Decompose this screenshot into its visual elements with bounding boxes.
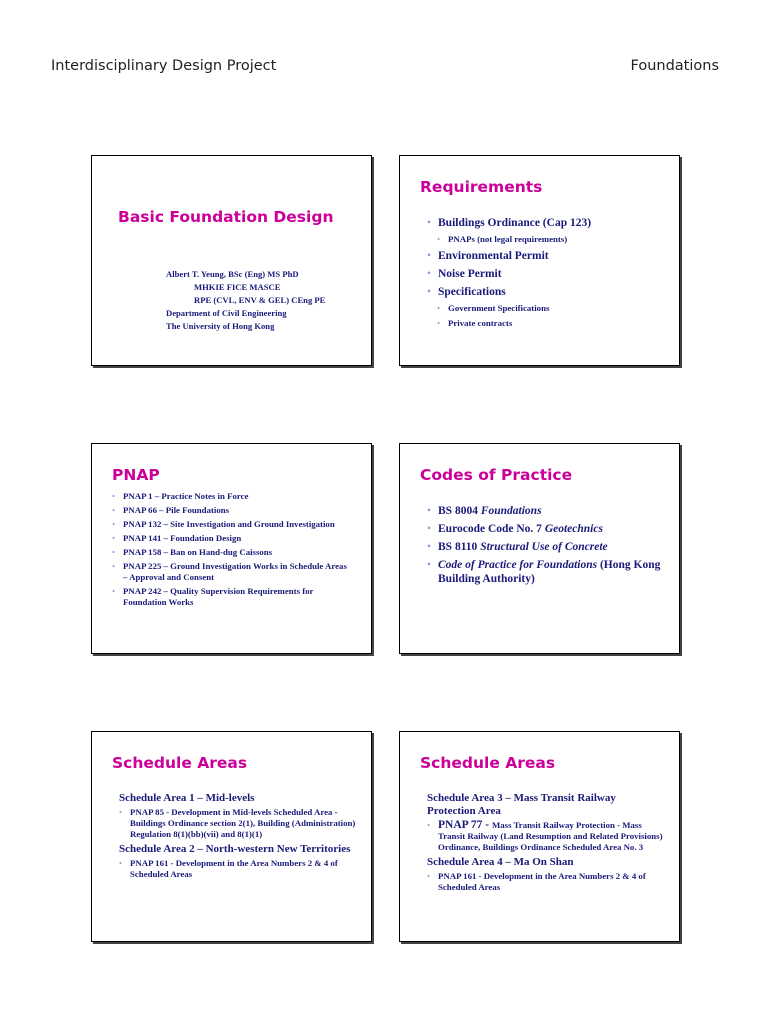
list-item: • PNAP 132 – Site Investigation and Ground Investigation [112, 519, 353, 530]
codes-list [427, 504, 665, 590]
author-line: RPE (CVL, ENV & GEL) CEng PE [194, 295, 326, 305]
list-item: • Code of Practice for Foundations (Hong Kong Building Authority) [427, 558, 665, 586]
list-item: • Eurocode Code No. 7 Geotechnics [427, 522, 665, 536]
slide-basic-foundation-design [91, 155, 372, 366]
list-item: • BS 8110 Structural Use of Concrete [427, 540, 665, 554]
author-block [166, 268, 325, 333]
list-item: • PNAP 161 - Development in the Area Numbers 2 & 4 of Scheduled Areas [119, 858, 357, 880]
slide-title: Schedule Areas [420, 754, 556, 772]
list-item: • PNAP 161 - Development in the Area Numbers 2 & 4 of Scheduled Areas [427, 871, 665, 893]
list-item: • PNAP 225 – Ground Investigation Works in Schedule Areas – Approval and Consent [112, 561, 353, 583]
author-line: Department of Civil Engineering [166, 308, 287, 318]
slide-pnap [91, 443, 372, 654]
slide-requirements [399, 155, 680, 366]
list-item: • Noise Permit [427, 267, 667, 281]
slide-title: Requirements [420, 178, 543, 196]
slide-title: PNAP [112, 466, 160, 484]
area-heading: Schedule Area 3 – Mass Transit Railway Protection Area [427, 792, 616, 817]
pnap-list [112, 491, 353, 611]
schedule-areas-content [427, 792, 665, 895]
slide-codes-of-practice [399, 443, 680, 654]
header-left-title: Interdisciplinary Design Project [51, 58, 277, 74]
area-heading: Schedule Area 2 – North-western New Territories [119, 842, 351, 855]
list-item: • Government Specifications [437, 303, 667, 314]
list-item: • PNAP 85 - Development in Mid-levels Scheduled Area - Buildings Ordinance section 2(1), Building (Administration) Regulation 8(1)(bb)(vii) and 8(1)(1) [119, 807, 357, 841]
area-list [427, 871, 665, 893]
list-item: • PNAPs (not legal requirements) [437, 234, 667, 245]
list-item: • PNAP 77 - Mass Transit Railway Protection - Mass Transit Railway (Land Resumption and Related Provisions) Ordinance, Buildings Ordinance Scheduled Area No. 3 [427, 820, 665, 854]
list-item: • PNAP 158 – Ban on Hand-dug Caissons [112, 547, 353, 558]
slide-schedule-areas-2 [399, 731, 680, 942]
list-item: • Buildings Ordinance (Cap 123) [427, 216, 667, 230]
list-item: • PNAP 66 – Pile Foundations [112, 505, 353, 516]
schedule-areas-content [119, 792, 357, 882]
slide-schedule-areas-1 [91, 731, 372, 942]
slide-title: Basic Foundation Design [118, 208, 334, 226]
list-item: • Private contracts [437, 318, 667, 329]
list-item: • Specifications [427, 285, 667, 299]
slide-title: Schedule Areas [112, 754, 248, 772]
list-item: • PNAP 141 – Foundation Design [112, 533, 353, 544]
area-heading: Schedule Area 4 – Ma On Shan [427, 855, 574, 868]
author-line: The University of Hong Kong [166, 321, 275, 331]
area-list [427, 820, 665, 854]
slide-title: Codes of Practice [420, 466, 573, 484]
list-item: • BS 8004 Foundations [427, 504, 665, 518]
list-item: • PNAP 242 – Quality Supervision Requirements for Foundation Works [112, 586, 353, 608]
area-list [119, 858, 357, 880]
requirements-list [427, 216, 667, 333]
author-line: Albert T. Yeung, BSc (Eng) MS PhD [166, 269, 299, 279]
list-item: • Environmental Permit [427, 249, 667, 263]
author-line: MHKIE FICE MASCE [194, 282, 281, 292]
list-item: • PNAP 1 – Practice Notes in Force [112, 491, 353, 502]
header-right-title: Foundations [630, 58, 719, 74]
area-list [119, 807, 357, 841]
area-heading: Schedule Area 1 – Mid-levels [119, 792, 255, 804]
